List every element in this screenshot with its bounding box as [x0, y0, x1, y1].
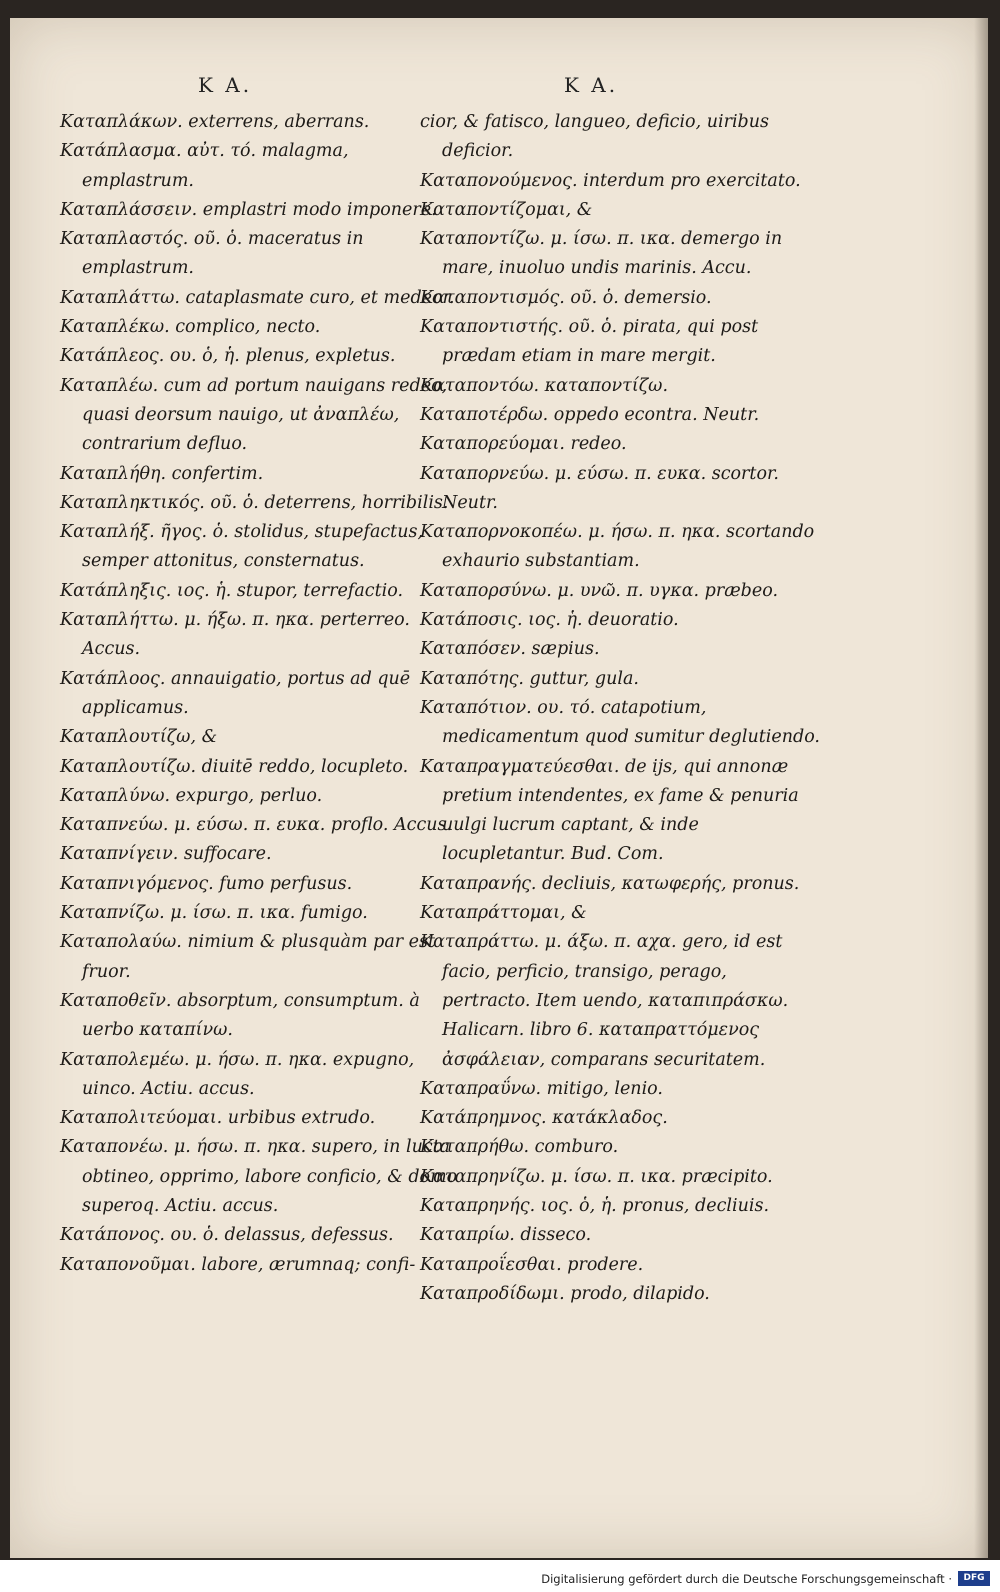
- dictionary-entry: Καταπολαύω. nimium & plusquàm par est fruor.: [60, 932, 436, 982]
- dictionary-entry: Καταπλάττω. cataplasmate curo, et medeor.: [60, 287, 455, 308]
- dictionary-entry: Καταπνίγειν. suffocare.: [60, 844, 272, 865]
- dictionary-entry: Καταπνιγόμενος. fumo perfusus.: [60, 873, 353, 894]
- dictionary-entry: Καταποθεῖν. absorptum, consumptum. à uerbo καταπίνω.: [60, 990, 420, 1041]
- dictionary-entry: Κατάπλοος. annauigatio, portus ad quē applicamus.: [60, 668, 411, 718]
- dictionary-entry: Καταπλάκων. exterrens, aberrans.: [60, 112, 370, 132]
- dictionary-entry: Καταποτέρδω. oppedo econtra. Neutr.: [420, 404, 760, 425]
- dictionary-entry: Καταπορεύομαι. redeo.: [420, 434, 627, 455]
- dictionary-entry: Καταπροΐεσθαι. prodere.: [420, 1254, 644, 1275]
- dictionary-entry: Καταποντίζω. μ. ίσω. π. ικα. demergo in mare, inuoluo undis marinis. Accu.: [420, 229, 783, 279]
- dictionary-entry: Καταπραγματεύεσθαι. de ijs, qui annonæ pretium intendentes, ex fame & penuria uulgi lucrum captant, & inde locupletantur. Bud. Com.: [420, 756, 799, 865]
- dictionary-entry: Καταπορσύνω. μ. υνῶ. π. υγκα. præbeo.: [420, 580, 779, 601]
- dictionary-entry: Καταπλέω. cum ad portum nauigans redeo, quasi deorsum nauigo, ut ἀναπλέω, contrarium defluo.: [60, 375, 448, 455]
- dictionary-entry: Καταπράττομαι, &: [420, 903, 587, 924]
- dictionary-entry: Καταπλύνω. expurgo, perluo.: [60, 785, 323, 806]
- dictionary-entry: Καταποντίζομαι, &: [420, 199, 593, 220]
- dictionary-entry: Καταπονέω. μ. ήσω. π. ηκα. supero, in lucta obtineo, opprimo, labore conficio, & domo superoq. Actiu. accus.: [60, 1137, 458, 1216]
- dictionary-entry: Καταπονοῦμαι. labore, ærumnaq; confi-: [60, 1254, 416, 1275]
- dfg-logo: DFG: [958, 1571, 990, 1586]
- dictionary-entry: Καταποντιστής. οῦ. ὁ. pirata, qui post prædam etiam in mare mergit.: [420, 317, 759, 367]
- dictionary-entry: Κατάπρημνος. κατάκλαδος.: [420, 1108, 668, 1129]
- dictionary-entry: Καταπορνεύω. μ. εύσω. π. ευκα. scortor. Neutr.: [420, 463, 779, 513]
- dictionary-entry: Καταποντόω. καταποντίζω.: [420, 375, 669, 396]
- dictionary-entry: Καταπρηνίζω. μ. ίσω. π. ικα. præcipito.: [420, 1166, 773, 1187]
- dictionary-entry: cior, & fatisco, langueo, deficio, uiribus deficior.: [420, 112, 769, 162]
- dictionary-entry: Καταπονούμενος. interdum pro exercitato.: [420, 170, 801, 191]
- dictionary-entry: Καταπληκτικός. οῦ. ὁ. deterrens, horribilis.: [60, 492, 449, 513]
- dictionary-entry: Καταπότης. guttur, gula.: [420, 668, 639, 689]
- dictionary-entry: Κατάπονος. ου. ὁ. delassus, defessus.: [60, 1225, 394, 1246]
- dictionary-entry: Καταπλέκω. complico, necto.: [60, 317, 321, 338]
- dictionary-entry: Καταπρηνής. ιος. ὁ, ἡ. pronus, decliuis.: [420, 1195, 770, 1216]
- right-column: [420, 108, 820, 1309]
- funding-credit: Digitalisierung gefördert durch die Deutsche Forschungsgemeinschaft ·: [541, 1572, 952, 1586]
- dictionary-entry: Καταπλήξ. ῆγος. ὁ. stolidus, stupefactus, semper attonitus, consternatus.: [60, 522, 424, 572]
- dictionary-entry: Καταπροδίδωμι. prodo, dilapido.: [420, 1283, 710, 1304]
- dictionary-entry: Καταπολιτεύομαι. urbibus extrudo.: [60, 1108, 376, 1129]
- dictionary-entry: Κατάπληξις. ιος. ἡ. stupor, terrefactio.: [60, 580, 404, 601]
- dictionary-entry: Καταπνεύω. μ. εύσω. π. ευκα. proflo. Accus.: [60, 815, 453, 836]
- dictionary-entry: Καταπρίω. disseco.: [420, 1225, 592, 1246]
- dictionary-entry: Κατάπλεος. ου. ὁ, ἡ. plenus, expletus.: [60, 346, 396, 367]
- dictionary-entry: Καταπλάσσειν. emplastri modo imponere.: [60, 199, 437, 220]
- dictionary-entry: Καταπρήθω. comburo.: [420, 1137, 619, 1158]
- dictionary-entry: Καταπλαστός. οῦ. ὁ. maceratus in emplastrum.: [60, 229, 364, 279]
- dictionary-entry: Καταπορνοκοπέω. μ. ήσω. π. ηκα. scortando exhaurio substantiam.: [420, 522, 815, 572]
- dictionary-entry: Καταπόσεν. sæpius.: [420, 639, 600, 660]
- dictionary-entry: Καταπλουτίζω, &: [60, 727, 218, 748]
- left-column: [60, 108, 460, 1280]
- dictionary-entry: Καταποντισμός. οῦ. ὁ. demersio.: [420, 287, 712, 308]
- dictionary-entry: Καταπνίζω. μ. ίσω. π. ικα. fumigo.: [60, 903, 368, 924]
- dictionary-entry: Καταπλήττω. μ. ήξω. π. ηκα. perterreo. Accus.: [60, 610, 410, 660]
- dictionary-entry: Καταπράττω. μ. άξω. π. αχα. gero, id est facio, perficio, transigo, perago, pertracto. Item uendo, καταπιπράσκω. Halicarn. libro 6. καταπραττόμενος ἀσφάλειαν, comparans securitatem.: [420, 932, 789, 1070]
- dictionary-entry: Καταπλουτίζω. diuitē reddo, locupleto.: [60, 756, 409, 777]
- running-head-left: K A.: [198, 73, 253, 97]
- dictionary-entry: Καταπραΰνω. mitigo, lenio.: [420, 1078, 663, 1099]
- dictionary-entry: Καταπλήθη. confertim.: [60, 463, 264, 484]
- footer-bar: [0, 1568, 1000, 1592]
- dictionary-entry: Καταπολεμέω. μ. ήσω. π. ηκα. expugno, uinco. Actiu. accus.: [60, 1049, 415, 1099]
- dictionary-entry: Κατάπλασμα. αὐτ. τό. malagma, emplastrum.: [60, 141, 349, 191]
- dictionary-entry: Κατάποσις. ιος. ἡ. deuoratio.: [420, 610, 679, 631]
- dictionary-entry: Καταπότιον. ου. τό. catapotium, medicamentum quod sumitur deglutiendo.: [420, 697, 820, 748]
- dictionary-entry: Καταπρανής. decliuis, κατωφερής, pronus.: [420, 873, 800, 894]
- book-page: [10, 18, 988, 1558]
- running-head-right: K A.: [564, 73, 619, 97]
